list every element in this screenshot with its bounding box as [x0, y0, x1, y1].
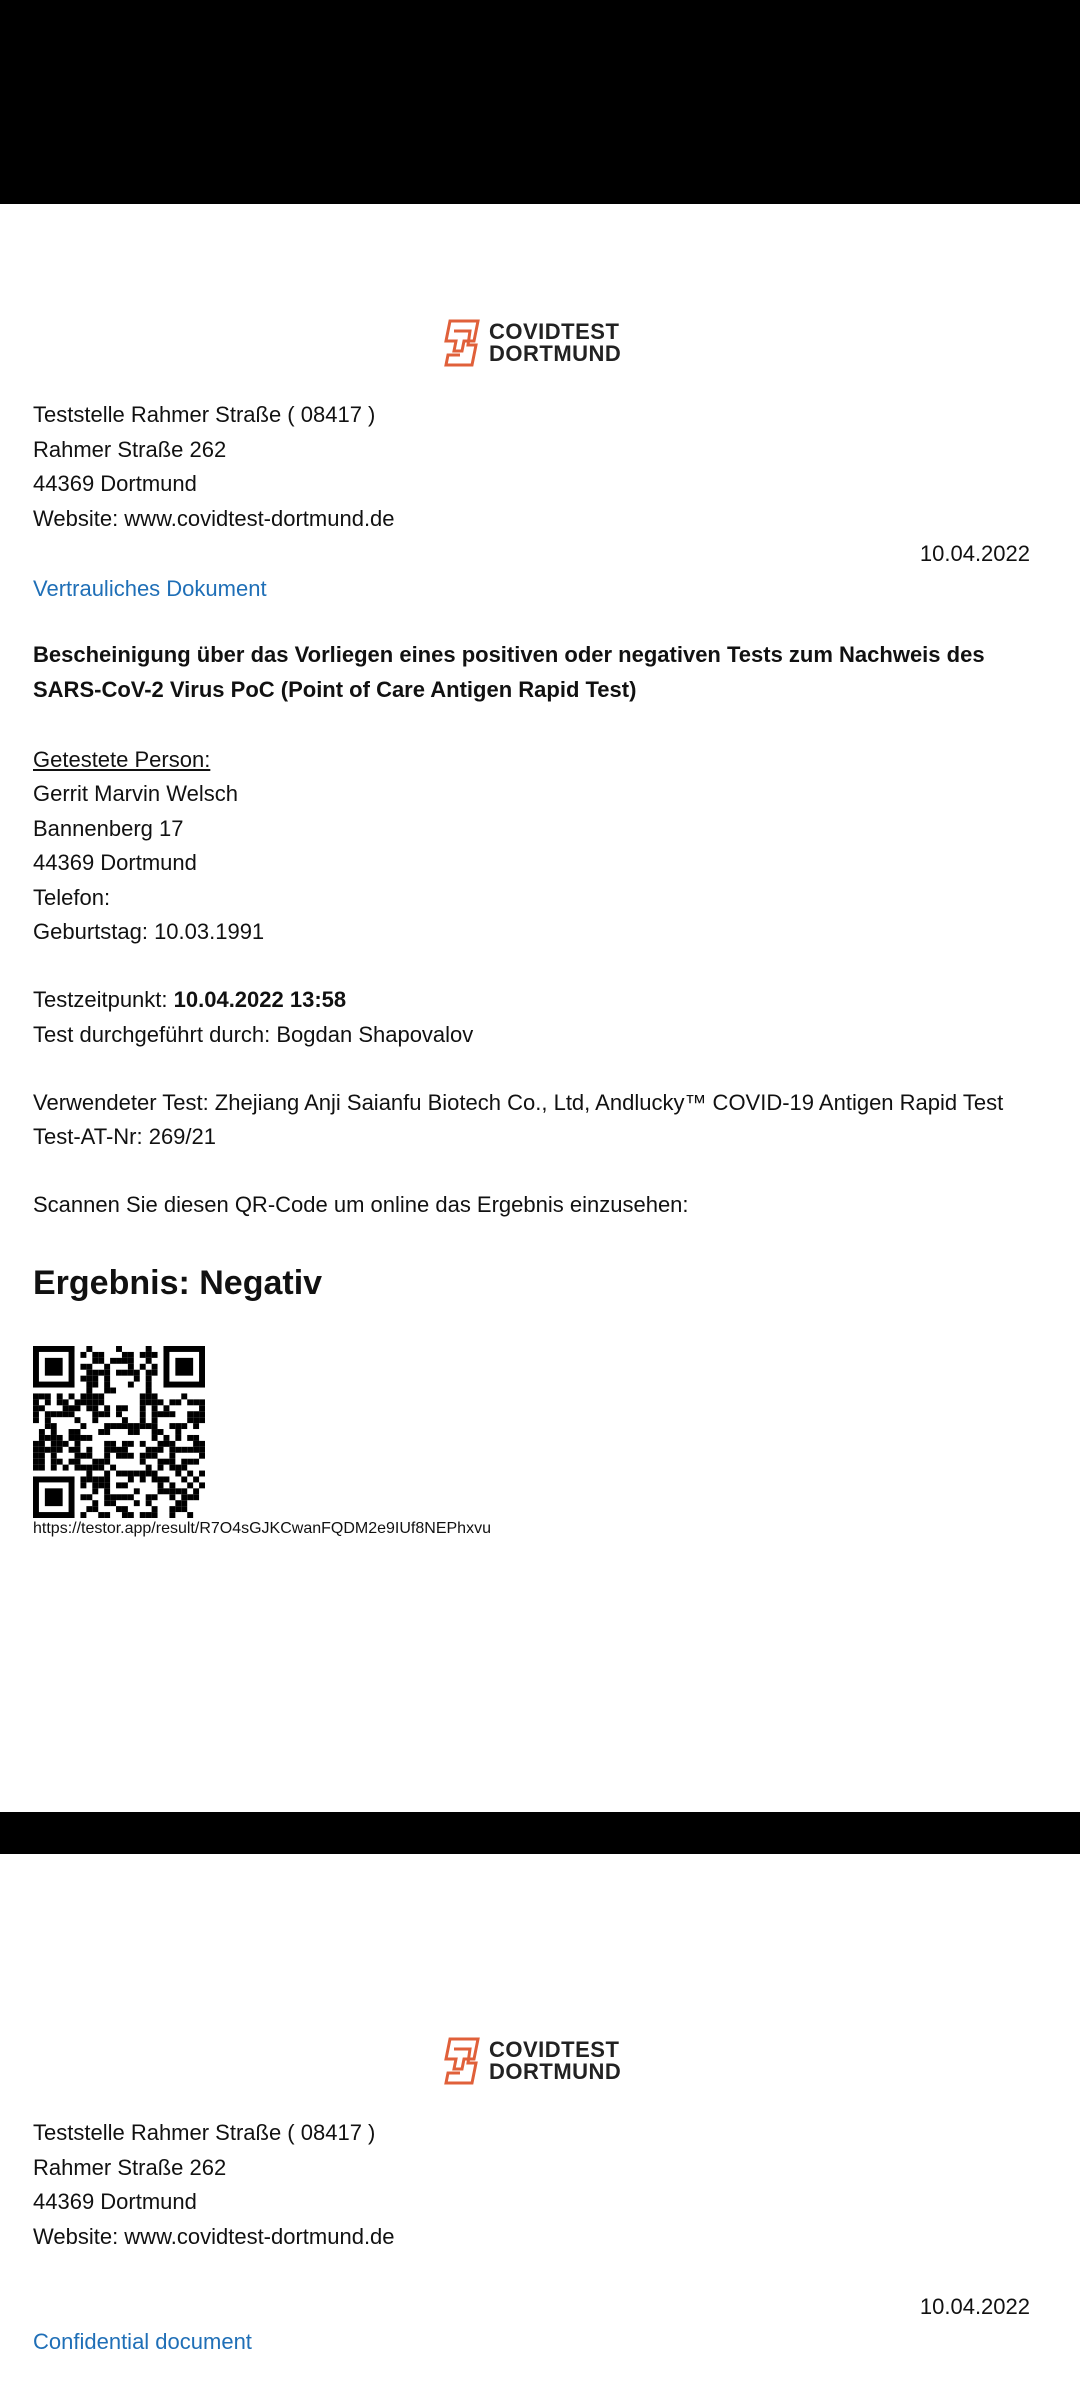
qr-code[interactable] — [33, 1346, 205, 1518]
logo-line-2: DORTMUND — [489, 2059, 622, 2084]
used-test: Verwendeter Test: Zhejiang Anji Saianfu Biotech Co., Ltd, Andlucky™ COVID-19 Antigen Rapid Test — [33, 1090, 1004, 1115]
confidential-label: Confidential document — [33, 2329, 252, 2354]
page-separator-bar — [0, 1812, 1080, 1854]
covidtest-logo-icon — [442, 318, 482, 368]
test-number: Test-AT-Nr: 269/21 — [33, 1124, 216, 1149]
station-street: Rahmer Straße 262 — [33, 2155, 227, 2180]
qr-instruction: Scannen Sie diesen QR-Code um online das Ergebnis einzusehen: — [33, 1192, 689, 1217]
test-time — [33, 987, 346, 1013]
person-name: Gerrit Marvin Welsch — [33, 781, 238, 806]
station-name: Teststelle Rahmer Straße ( 08417 ) — [33, 2120, 376, 2145]
station-city: 44369 Dortmund — [33, 471, 197, 496]
logo-line-1: COVIDTEST — [489, 2037, 620, 2062]
covidtest-logo — [442, 2036, 621, 2086]
test-result: Ergebnis: Negativ — [33, 1264, 323, 1302]
confidential-label: Vertrauliches Dokument — [33, 576, 267, 601]
document-date: 10.04.2022 — [919, 541, 1030, 566]
person-street: Bannenberg 17 — [33, 816, 184, 841]
station-city: 44369 Dortmund — [33, 2189, 197, 2214]
result-url[interactable]: https://testor.app/result/R7O4sGJKCwanFQDM2e9IUf8NEPhxvu — [33, 1520, 491, 1537]
station-street: Rahmer Straße 262 — [33, 437, 227, 462]
top-black-bar — [0, 0, 1080, 204]
person-birthday: Geburtstag: 10.03.1991 — [33, 919, 265, 944]
document-date: 10.04.2022 — [919, 2294, 1030, 2319]
test-time-label: Testzeitpunkt: — [33, 987, 174, 1012]
station-website: Website: www.covidtest-dortmund.de — [33, 2224, 395, 2249]
station-name: Teststelle Rahmer Straße ( 08417 ) — [33, 402, 376, 427]
station-website: Website: www.covidtest-dortmund.de — [33, 506, 395, 531]
tested-person-label: Getestete Person: — [33, 747, 211, 772]
certificate-heading: Bescheinigung über das Vorliegen eines positiven oder negativen Tests zum Nachweis des SARS-CoV-2 Virus PoC (Point of Care Antigen Rapid Test) — [33, 642, 985, 702]
logo-line-1: COVIDTEST — [489, 319, 620, 344]
logo-line-2: DORTMUND — [489, 341, 622, 366]
test-performed-by: Test durchgeführt durch: Bogdan Shapovalov — [33, 1022, 474, 1047]
covidtest-logo — [442, 318, 621, 368]
covidtest-logo-icon — [442, 2036, 482, 2086]
person-phone: Telefon: — [33, 885, 111, 910]
person-city: 44369 Dortmund — [33, 850, 197, 875]
test-time-value: 10.04.2022 13:58 — [173, 987, 347, 1012]
